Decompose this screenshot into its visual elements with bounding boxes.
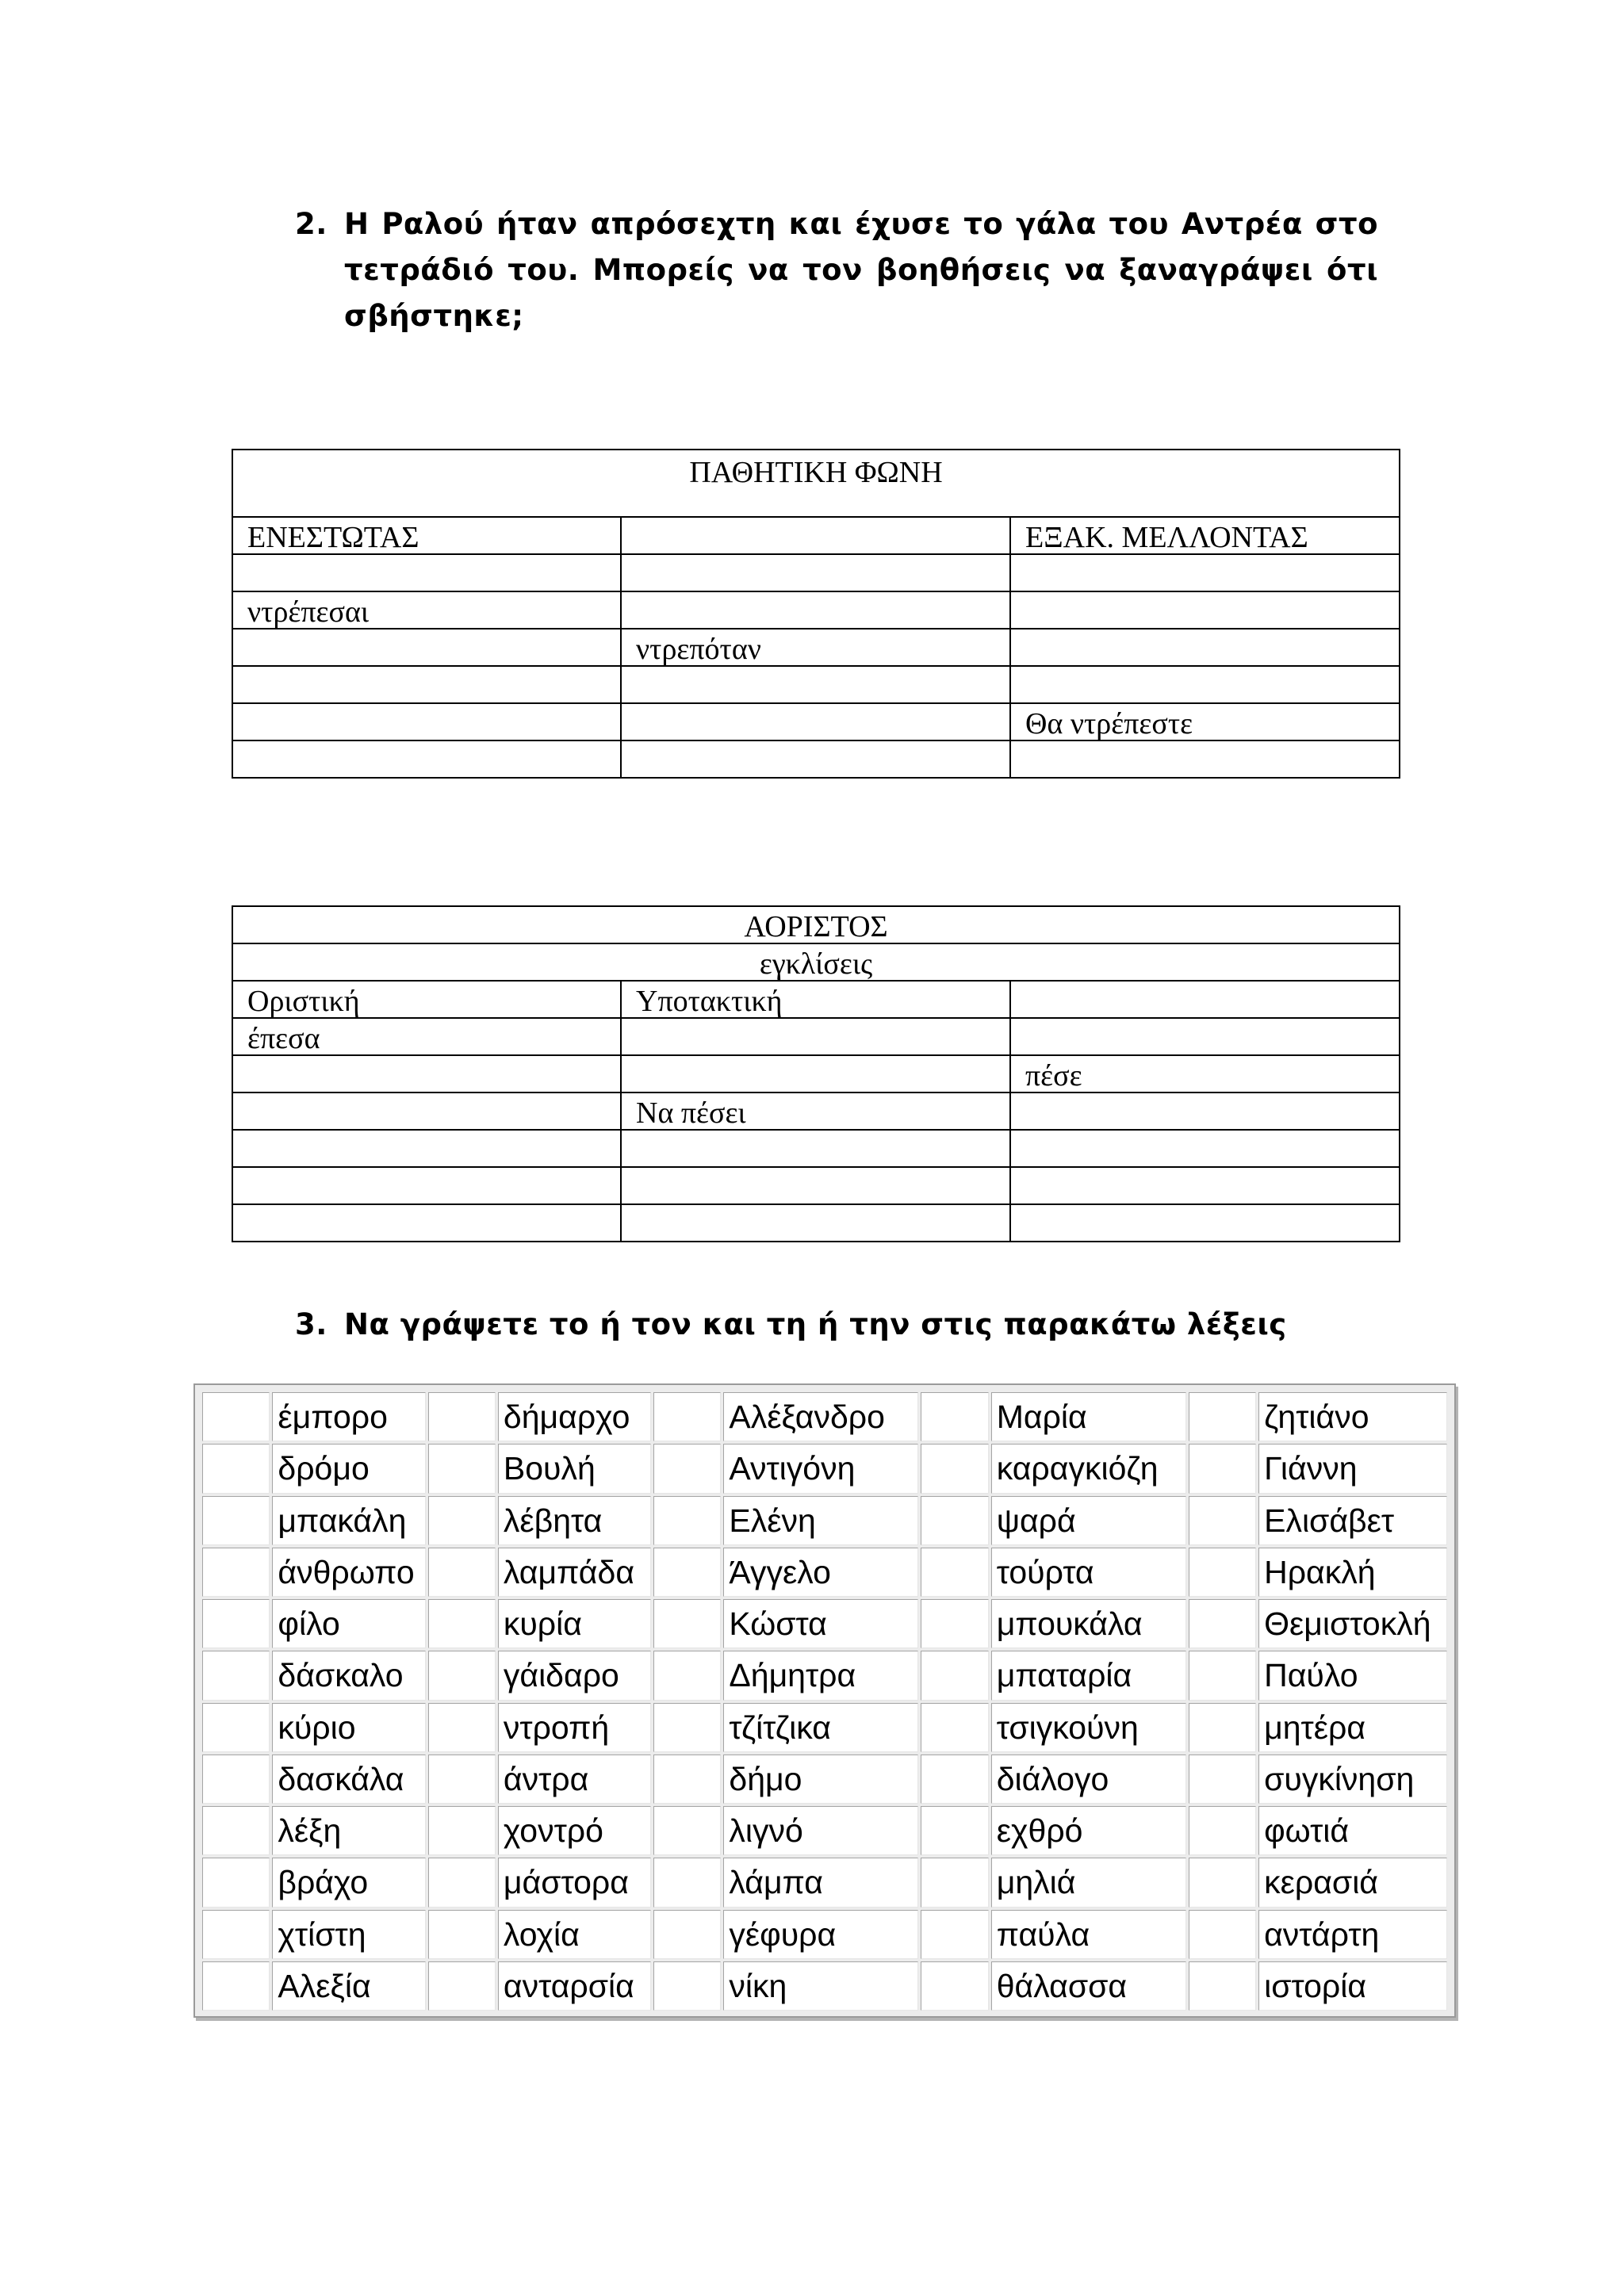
word-cell: βράχο — [272, 1858, 425, 1907]
aorist-table-row — [232, 1018, 1400, 1055]
aorist-table-cell[interactable] — [1010, 981, 1400, 1018]
aorist-table-cell[interactable] — [232, 1055, 621, 1093]
word-cell: διάλογο — [991, 1755, 1186, 1804]
article-answer-box[interactable] — [428, 1703, 496, 1752]
article-answer-box[interactable] — [921, 1755, 988, 1804]
article-answer-box[interactable] — [1189, 1444, 1256, 1493]
passive-table-cell: Θα ντρέπεστε — [1010, 703, 1400, 740]
word-cell: Βουλή — [498, 1444, 651, 1493]
word-row — [202, 1858, 1447, 1907]
word-cell: θάλασσα — [991, 1961, 1186, 2011]
word-cell: κύριο — [272, 1703, 425, 1752]
article-answer-box[interactable] — [428, 1548, 496, 1597]
aorist-table-cell: Υποτακτική — [621, 981, 1010, 1018]
word-cell: ζητιάνο — [1258, 1392, 1447, 1441]
word-cell: χτίστη — [272, 1910, 425, 1959]
word-cell: Κώστα — [723, 1599, 918, 1648]
word-cell: άντρα — [498, 1755, 651, 1804]
word-row — [202, 1961, 1447, 2011]
passive-table-cell[interactable] — [232, 703, 621, 740]
word-cell: Ελένη — [723, 1496, 918, 1545]
aorist-table-cell[interactable] — [621, 1018, 1010, 1055]
aorist-table-cell[interactable] — [232, 1130, 621, 1167]
passive-table-cell[interactable] — [1010, 666, 1400, 703]
word-cell: Γιάννη — [1258, 1444, 1447, 1493]
word-cell: δήμαρχο — [498, 1392, 651, 1441]
word-cell: δρόμο — [272, 1444, 425, 1493]
word-cell: κερασιά — [1258, 1858, 1447, 1907]
article-answer-box[interactable] — [653, 1703, 721, 1752]
article-answer-box[interactable] — [921, 1444, 988, 1493]
question-2 — [295, 201, 1381, 344]
aorist-table-row — [232, 1204, 1400, 1242]
word-cell: κυρία — [498, 1599, 651, 1648]
aorist-table-cell[interactable] — [621, 1204, 1010, 1242]
word-cell: λαμπάδα — [498, 1548, 651, 1597]
passive-table-cell: ντρεπόταν — [621, 629, 1010, 666]
article-answer-box[interactable] — [653, 1392, 721, 1441]
word-cell: λοχία — [498, 1910, 651, 1959]
aorist-table-cell[interactable] — [621, 1055, 1010, 1093]
word-row — [202, 1444, 1447, 1493]
article-answer-box[interactable] — [1189, 1961, 1256, 2011]
article-answer-box[interactable] — [428, 1961, 496, 2011]
word-cell: ανταρσία — [498, 1961, 651, 2011]
article-answer-box[interactable] — [653, 1755, 721, 1804]
word-cell: παύλα — [991, 1910, 1186, 1959]
aorist-table-row — [232, 1055, 1400, 1093]
aorist-table-row — [232, 1093, 1400, 1130]
aorist-table-subtitle: εγκλίσεις — [232, 943, 1400, 981]
word-cell: νίκη — [723, 1961, 918, 2011]
question-2-text: Η Ραλού ήταν απρόσεχτη και έχυσε το γάλα του Αντρέα στο τετράδιό του. Μπορείς να τον βοηθήσεις να ξαναγράψει ότι σβήστηκε; — [344, 207, 1378, 333]
word-cell: συγκίνηση — [1258, 1755, 1447, 1804]
passive-table-cell[interactable] — [621, 703, 1010, 740]
article-answer-box[interactable] — [428, 1444, 496, 1493]
article-answer-box[interactable] — [428, 1496, 496, 1545]
aorist-table-row — [232, 1130, 1400, 1167]
word-row — [202, 1392, 1447, 1441]
article-answer-box[interactable] — [202, 1806, 270, 1855]
passive-table-row — [232, 517, 1400, 554]
article-answer-box[interactable] — [1189, 1755, 1256, 1804]
question-3-number: 3. — [295, 1307, 327, 1341]
passive-table-cell[interactable] — [621, 666, 1010, 703]
word-row — [202, 1599, 1447, 1648]
word-cell: μάστορα — [498, 1858, 651, 1907]
word-cell: καραγκιόζη — [991, 1444, 1186, 1493]
passive-table-row — [232, 554, 1400, 591]
aorist-table — [232, 905, 1400, 1242]
aorist-table-cell[interactable] — [232, 1167, 621, 1204]
article-answer-box[interactable] — [921, 1703, 988, 1752]
article-answer-box[interactable] — [202, 1444, 270, 1493]
word-cell: Μαρία — [991, 1392, 1186, 1441]
word-cell: Δήμητρα — [723, 1651, 918, 1700]
word-cell: αντάρτη — [1258, 1910, 1447, 1959]
article-answer-box[interactable] — [202, 1599, 270, 1648]
aorist-table-cell: έπεσα — [232, 1018, 621, 1055]
article-answer-box[interactable] — [1189, 1548, 1256, 1597]
aorist-table-cell[interactable] — [232, 1093, 621, 1130]
article-answer-box[interactable] — [653, 1910, 721, 1959]
article-answer-box[interactable] — [653, 1496, 721, 1545]
article-answer-box[interactable] — [1189, 1599, 1256, 1648]
aorist-table-cell[interactable] — [1010, 1093, 1400, 1130]
article-answer-box[interactable] — [1189, 1496, 1256, 1545]
passive-table-cell[interactable] — [1010, 629, 1400, 666]
article-answer-box[interactable] — [921, 1496, 988, 1545]
article-answer-box[interactable] — [202, 1858, 270, 1907]
question-3-text: Να γράψετε το ή τον και τη ή την στις παρακάτω λέξεις — [344, 1307, 1287, 1341]
word-exercise-table — [193, 1383, 1456, 2018]
aorist-table-cell: Να πέσει — [621, 1093, 1010, 1130]
passive-table-cell[interactable] — [1010, 591, 1400, 629]
passive-table-row — [232, 740, 1400, 778]
word-cell: δάσκαλο — [272, 1651, 425, 1700]
word-cell: δήμο — [723, 1755, 918, 1804]
article-answer-box[interactable] — [202, 1548, 270, 1597]
word-cell: ιστορία — [1258, 1961, 1447, 2011]
word-row — [202, 1755, 1447, 1804]
word-cell: μπακάλη — [272, 1496, 425, 1545]
article-answer-box[interactable] — [428, 1755, 496, 1804]
passive-table-cell: ΕΝΕΣΤΩΤΑΣ — [232, 517, 621, 554]
article-answer-box[interactable] — [428, 1858, 496, 1907]
word-cell: μηλιά — [991, 1858, 1186, 1907]
article-answer-box[interactable] — [653, 1858, 721, 1907]
word-cell: Παύλο — [1258, 1651, 1447, 1700]
word-cell: φωτιά — [1258, 1806, 1447, 1855]
aorist-table-cell: πέσε — [1010, 1055, 1400, 1093]
word-cell: Αλεξία — [272, 1961, 425, 2011]
word-row — [202, 1910, 1447, 1959]
article-answer-box[interactable] — [653, 1651, 721, 1700]
article-answer-box[interactable] — [921, 1806, 988, 1855]
word-cell: άνθρωπο — [272, 1548, 425, 1597]
passive-table-row — [232, 629, 1400, 666]
article-answer-box[interactable] — [653, 1806, 721, 1855]
article-answer-box[interactable] — [202, 1392, 270, 1441]
word-cell: Αντιγόνη — [723, 1444, 918, 1493]
word-cell: λέβητα — [498, 1496, 651, 1545]
word-cell: Αλέξανδρο — [723, 1392, 918, 1441]
word-cell: εχθρό — [991, 1806, 1186, 1855]
word-cell: γέφυρα — [723, 1910, 918, 1959]
article-answer-box[interactable] — [202, 1910, 270, 1959]
article-answer-box[interactable] — [921, 1548, 988, 1597]
article-answer-box[interactable] — [921, 1910, 988, 1959]
aorist-table-cell[interactable] — [1010, 1018, 1400, 1055]
aorist-table-cell[interactable] — [621, 1167, 1010, 1204]
article-answer-box[interactable] — [1189, 1910, 1256, 1959]
article-answer-box[interactable] — [202, 1961, 270, 2011]
article-answer-box[interactable] — [428, 1599, 496, 1648]
article-answer-box[interactable] — [653, 1548, 721, 1597]
word-cell: Ηρακλή — [1258, 1548, 1447, 1597]
word-row — [202, 1548, 1447, 1597]
passive-voice-table — [232, 449, 1400, 779]
article-answer-box[interactable] — [653, 1961, 721, 2011]
word-cell: χοντρό — [498, 1806, 651, 1855]
word-cell: μπαταρία — [991, 1651, 1186, 1700]
article-answer-box[interactable] — [1189, 1651, 1256, 1700]
passive-table-cell: ΕΞΑΚ. ΜΕΛΛΟΝΤΑΣ — [1010, 517, 1400, 554]
article-answer-box[interactable] — [1189, 1806, 1256, 1855]
word-cell: φίλο — [272, 1599, 425, 1648]
question-2-number: 2. — [295, 207, 327, 241]
word-cell: λιγνό — [723, 1806, 918, 1855]
aorist-table-cell[interactable] — [1010, 1130, 1400, 1167]
passive-table-row — [232, 591, 1400, 629]
passive-table-cell[interactable] — [1010, 740, 1400, 778]
aorist-table-row — [232, 1167, 1400, 1204]
word-row — [202, 1703, 1447, 1752]
article-answer-box[interactable] — [202, 1755, 270, 1804]
aorist-table-title: ΑΟΡΙΣΤΟΣ — [232, 906, 1400, 943]
article-answer-box[interactable] — [428, 1806, 496, 1855]
article-answer-box[interactable] — [1189, 1858, 1256, 1907]
passive-table-cell[interactable] — [232, 629, 621, 666]
word-cell: δασκάλα — [272, 1755, 425, 1804]
article-answer-box[interactable] — [428, 1392, 496, 1441]
word-cell: Θεμιστοκλή — [1258, 1599, 1447, 1648]
article-answer-box[interactable] — [921, 1858, 988, 1907]
word-cell: τούρτα — [991, 1548, 1186, 1597]
word-cell: έμπορο — [272, 1392, 425, 1441]
article-answer-box[interactable] — [1189, 1392, 1256, 1441]
passive-table-cell[interactable] — [1010, 554, 1400, 591]
word-cell: τζίτζικα — [723, 1703, 918, 1752]
passive-table-cell[interactable] — [621, 740, 1010, 778]
passive-table-cell[interactable] — [621, 554, 1010, 591]
word-cell: γάιδαρο — [498, 1651, 651, 1700]
question-3 — [295, 1302, 1381, 1349]
article-answer-box[interactable] — [202, 1651, 270, 1700]
article-answer-box[interactable] — [653, 1599, 721, 1648]
passive-table-cell[interactable] — [232, 666, 621, 703]
article-answer-box[interactable] — [921, 1651, 988, 1700]
aorist-table-cell[interactable] — [1010, 1167, 1400, 1204]
aorist-table-cell[interactable] — [621, 1130, 1010, 1167]
aorist-table-cell[interactable] — [1010, 1204, 1400, 1242]
word-cell: λέξη — [272, 1806, 425, 1855]
word-cell: ψαρά — [991, 1496, 1186, 1545]
word-cell: Ελισάβετ — [1258, 1496, 1447, 1545]
passive-table-row — [232, 703, 1400, 740]
word-row — [202, 1806, 1447, 1855]
word-cell: Άγγελο — [723, 1548, 918, 1597]
passive-table-row — [232, 666, 1400, 703]
passive-table-cell[interactable] — [621, 591, 1010, 629]
word-cell: μητέρα — [1258, 1703, 1447, 1752]
article-answer-box[interactable] — [202, 1496, 270, 1545]
word-cell: λάμπα — [723, 1858, 918, 1907]
word-cell: τσιγκούνη — [991, 1703, 1186, 1752]
article-answer-box[interactable] — [1189, 1703, 1256, 1752]
article-answer-box[interactable] — [653, 1444, 721, 1493]
article-answer-box[interactable] — [921, 1961, 988, 2011]
passive-table-cell[interactable] — [232, 740, 621, 778]
passive-table-title: ΠΑΘΗΤΙΚΗ ΦΩΝΗ — [232, 450, 1400, 517]
article-answer-box[interactable] — [428, 1651, 496, 1700]
article-answer-box[interactable] — [921, 1599, 988, 1648]
aorist-table-cell: Οριστική — [232, 981, 621, 1018]
aorist-table-cell[interactable] — [232, 1204, 621, 1242]
article-answer-box[interactable] — [202, 1703, 270, 1752]
word-cell: μπουκάλα — [991, 1599, 1186, 1648]
passive-table-cell[interactable] — [232, 554, 621, 591]
word-row — [202, 1651, 1447, 1700]
passive-table-cell[interactable] — [621, 517, 1010, 554]
article-answer-box[interactable] — [428, 1910, 496, 1959]
word-cell: ντροπή — [498, 1703, 651, 1752]
aorist-table-row — [232, 981, 1400, 1018]
article-answer-box[interactable] — [921, 1392, 988, 1441]
passive-table-cell: ντρέπεσαι — [232, 591, 621, 629]
word-row — [202, 1496, 1447, 1545]
